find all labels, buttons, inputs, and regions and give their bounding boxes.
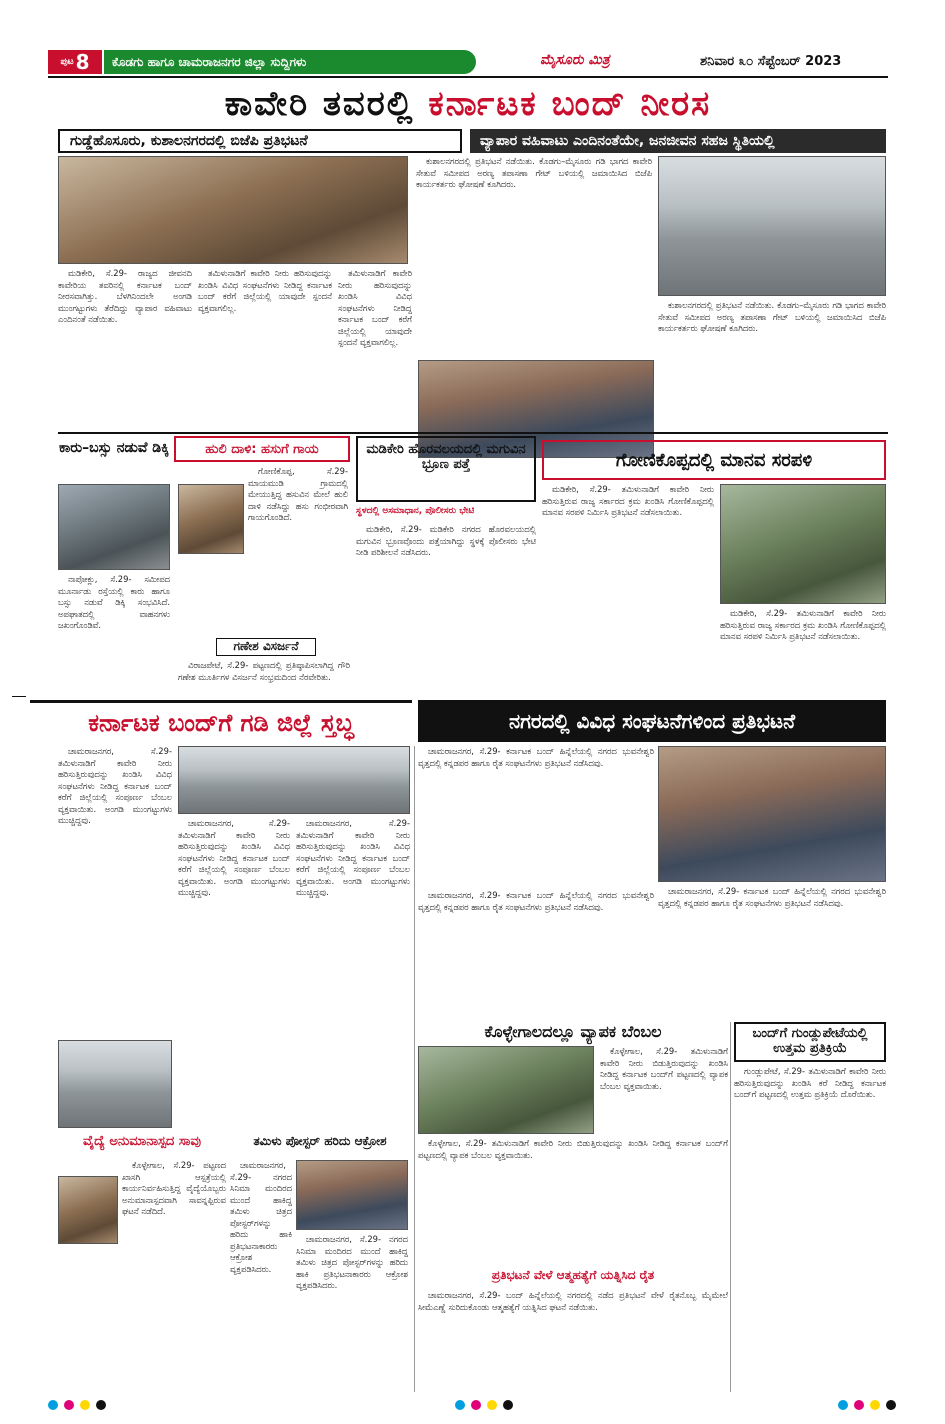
divider — [58, 432, 888, 434]
kollegal-body-2: ಕೊಳ್ಳೇಗಾಲ, ಸೆ.29- ತಮಿಳುನಾಡಿಗೆ ಕಾವೇರಿ ನೀರು ಬಿಡುತ್ತಿರುವುದನ್ನು ಖಂಡಿಸಿ ನೀಡಿದ್ದ ಕರ್ನಾಟಕ ಬಂದ್‌ಗೆ ಪಟ್ಟಣದಲ್ಲಿ ವ್ಯಾಪಕ ಬೆಂಬಲ ವ್ಯಕ್ತವಾಯಿತು. — [418, 1138, 728, 1160]
ganesha-body: ವಿರಾಜಪೇಟೆ, ಸೆ.29- ಪಟ್ಟಣದಲ್ಲಿ ಪ್ರತಿಷ್ಠಾಪಿಸಲಾಗಿದ್ದ ಗೌರಿ ಗಣೇಶ ಮೂರ್ತಿಗಳ ವಿಸರ್ಜನೆ ಸಂಭ್ರಮದಿಂದ ನೆರವೇರಿತು. — [178, 660, 350, 682]
death-title: ವೈದ್ಯೆ ಅನುಮಾನಾಸ್ಪದ ಸಾವು — [83, 1134, 201, 1149]
gundlupet-title: ಬಂದ್‌ಗೆ ಗುಂಡ್ಲುಪೇಟೆಯಲ್ಲಿ ಉತ್ತಮ ಪ್ರತಿಕ್ರಿಯೆ — [734, 1022, 886, 1062]
poster-body-2: ಚಾಮರಾಜನಗರ, ಸೆ.29- ನಗರದ ಸಿನಿಮಾ ಮಂದಿರದ ಮುಂದೆ ಹಾಕಿದ್ದ ತಮಿಳು ಚಿತ್ರದ ಪೋಸ್ಟರ್‌ಗಳನ್ನು ಹರಿದು ಹಾಕಿ ಪ್ರತಿಭಟನಾಕಾರರು ಆಕ್ರೋಶ ವ್ಯಕ್ತಪಡಿಸಿದರು. — [296, 1234, 408, 1290]
gundlupet-body: ಗುಂಡ್ಲುಪೇಟೆ, ಸೆ.29- ತಮಿಳುನಾಡಿಗೆ ಕಾವೇರಿ ನೀರು ಹರಿಸುತ್ತಿರುವುದನ್ನು ಖಂಡಿಸಿ ಕರೆ ನೀಡಿದ್ದ ಕರ್ನಾಟಕ ಬಂದ್‌ಗೆ ಪಟ್ಟಣದಲ್ಲಿ ಉತ್ತಮ ಪ್ರತಿಕ್ರಿಯೆ ದೊರೆಯಿತು. — [734, 1066, 886, 1099]
registration-dots — [48, 1400, 106, 1410]
kollegal-body: ಕೊಳ್ಳೇಗಾಲ, ಸೆ.29- ತಮಿಳುನಾಡಿಗೆ ಕಾವೇರಿ ನೀರು ಬಿಡುತ್ತಿರುವುದನ್ನು ಖಂಡಿಸಿ ನೀಡಿದ್ದ ಕರ್ನಾಟಕ ಬಂದ್‌ಗೆ ಪಟ್ಟಣದಲ್ಲಿ ವ್ಯಾಪಕ ಬೆಂಬಲ ವ್ಯಕ್ತವಾಯಿತು. — [600, 1046, 728, 1091]
death-body: ಕೊಳ್ಳೇಗಾಲ, ಸೆ.29- ಪಟ್ಟಣದ ಖಾಸಗಿ ಆಸ್ಪತ್ರೆಯಲ್ಲಿ ಕಾರ್ಯನಿರ್ವಹಿಸುತ್ತಿದ್ದ ವೈದ್ಯೆಯೊಬ್ಬರು ಅನುಮಾನಾಸ್ಪದವಾಗಿ ಸಾವನ್ನಪ್ಪಿರುವ ಘಟನೆ ನಡೆದಿದೆ. — [122, 1160, 226, 1216]
crop-mark — [12, 696, 26, 697]
accident-photo — [58, 484, 170, 570]
lead-subhead-left: ಗುಡ್ಡೆಹೊಸೂರು, ಕುಶಾಲನಗರದಲ್ಲಿ ಬಿಜೆಪಿ ಪ್ರತಿಭಟನೆ — [58, 129, 462, 153]
lead-body-mid-2: ತಮಿಳುನಾಡಿಗೆ ಕಾವೇರಿ ನೀರು ಹರಿಸುವುದನ್ನು ಖಂಡಿಸಿ ವಿವಿಧ ಸಂಘಟನೆಗಳು ನೀಡಿದ್ದ ಕರ್ನಾಟಕ ಬಂದ್ ಕರೆಗೆ ಜಿಲ್ಲೆಯಲ್ಲಿ ಯಾವುದೇ ಸ್ಪಂದನೆ ವ್ಯಕ್ತವಾಗಲಿಲ್ಲ. — [338, 268, 412, 347]
foetus-caption: ಸ್ಥಳದಲ್ಲಿ ಅಸಮಾಧಾನ, ಪೊಲೀಸರು ಭೇಟಿ — [356, 506, 475, 516]
poster-title: ತಮಿಳು ಪೋಸ್ಟರ್ ಹರಿದು ಆಕ್ರೋಶ — [253, 1134, 387, 1148]
poster-body: ಚಾಮರಾಜನಗರ, ಸೆ.29- ನಗರದ ಸಿನಿಮಾ ಮಂದಿರದ ಮುಂದೆ ಹಾಕಿದ್ದ ತಮಿಳು ಚಿತ್ರದ ಪೋಸ್ಟರ್‌ಗಳನ್ನು ಹರಿದು ಹಾಕಿ ಪ್ರತಿಭಟನಾಕಾರರು ಆಕ್ರೋಶ ವ್ಯಕ್ತಪಡಿಸಿದರು. — [230, 1160, 292, 1274]
human-chain-photo — [720, 484, 886, 604]
lead-body-far-right: ಕುಶಾಲನಗರದಲ್ಲಿ ಪ್ರತಿಭಟನೆ ನಡೆಯಿತು. ಕೊಡಗು–ಮೈಸೂರು ಗಡಿ ಭಾಗದ ಕಾವೇರಿ ಸೇತುವೆ ಸಮೀಪದ ಅರಣ್ಯ ತಪಾಸಣಾ ಗೇಟ್ ಬಳಿಯಲ್ಲಿ ಜಮಾಯಿಸಿದ ಬಿಜೆಪಿ ಕಾರ್ಯಕರ್ತರು ಘೋಷಣೆ ಕೂಗಿದರು. — [658, 300, 886, 333]
foetus-body: ಮಡಿಕೇರಿ, ಸೆ.29- ಮಡಿಕೇರಿ ನಗರದ ಹೊರವಲಯದಲ್ಲಿ ಮಗುವಿನ ಭ್ರೂಣವೊಂದು ಪತ್ತೆಯಾಗಿದ್ದು ಸ್ಥಳಕ್ಕೆ ಪೊಲೀಸರು ಭೇಟಿ ನೀಡಿ ಪರಿಶೀಲನೆ ನಡೆಸಿದರು. — [356, 524, 536, 557]
kollegal-title: ಕೊಳ್ಳೇಗಾಲದಲ್ಲೂ ವ್ಯಾಪಕ ಬೆಂಬಲ — [484, 1022, 662, 1041]
city-protest-body-3: ಚಾಮರಾಜನಗರ, ಸೆ.29- ಕರ್ನಾಟಕ ಬಂದ್ ಹಿನ್ನೆಲೆಯಲ್ಲಿ ನಗರದ ಭುವನೇಶ್ವರಿ ವೃತ್ತದಲ್ಲಿ ಕನ್ನಡಪರ ಹಾಗೂ ರೈತ ಸಂಘಟನೆಗಳು ಪ್ರತಿಭಟನೆ ನಡೆಸಿದವು. — [658, 886, 886, 908]
human-chain-title: ಗೋಣಿಕೊಪ್ಪದಲ್ಲಿ ಮಾನವ ಸರಪಳಿ — [542, 440, 886, 480]
issue-date: ಶನಿವಾರ ೩೦ ಸೆಪ್ಟೆಂಬರ್ 2023 — [700, 54, 842, 69]
registration-dots — [455, 1400, 513, 1410]
karnataka-bandh-title: ಕರ್ನಾಟಕ ಬಂದ್‌ಗೆ ಗಡಿ ಜಿಲ್ಲೆ ಸ್ತಬ್ಧ — [30, 700, 412, 742]
farmer-title: ಪ್ರತಿಭಟನೆ ವೇಳೆ ಆತ್ಮಹತ್ಯೆಗೆ ಯತ್ನಿಸಿದ ರೈತ — [491, 1268, 655, 1282]
closed-shops-photo — [178, 746, 410, 814]
bjp-protest-photo — [58, 156, 408, 264]
town-street-photo — [658, 156, 886, 296]
lead-subhead-right: ವ್ಯಾಪಾರ ವಹಿವಾಟು ಎಂದಿನಂತೆಯೇ, ಜನಜೀವನ ಸಹಜ ಸ್ಥಿತಿಯಲ್ಲಿ — [470, 129, 886, 153]
column-rule — [730, 1022, 731, 1392]
city-protest-photo — [658, 746, 886, 882]
lead-body-mid: ತಮಿಳುನಾಡಿಗೆ ಕಾವೇರಿ ನೀರು ಹರಿಸುವುದನ್ನು ಖಂಡಿಸಿ ವಿವಿಧ ಸಂಘಟನೆಗಳು ನೀಡಿದ್ದ ಕರ್ನಾಟಕ ಬಂದ್ ಕರೆಗೆ ಜಿಲ್ಲೆಯಲ್ಲಿ ಯಾವುದೇ ಸ್ಪಂದನೆ ವ್ಯಕ್ತವಾಗಲಿಲ್ಲ. — [198, 268, 332, 313]
tiger-body: ಗೋಣಿಕೊಪ್ಪ, ಸೆ.29- ಮಾಯಮುಡಿ ಗ್ರಾಮದಲ್ಲಿ ಮೇಯುತ್ತಿದ್ದ ಹಸುವಿನ ಮೇಲೆ ಹುಲಿ ದಾಳಿ ನಡೆಸಿದ್ದು ಹಸು ಗಂಭೀರವಾಗಿ ಗಾಯಗೊಂಡಿದೆ. — [248, 466, 348, 522]
lead-headline — [48, 80, 888, 128]
karnataka-bandh-body-3: ಚಾಮರಾಜನಗರ, ಸೆ.29- ತಮಿಳುನಾಡಿಗೆ ಕಾವೇರಿ ನೀರು ಹರಿಸುತ್ತಿರುವುದನ್ನು ಖಂಡಿಸಿ ವಿವಿಧ ಸಂಘಟನೆಗಳು ನೀಡಿದ್ದ ಕರ್ನಾಟಕ ಬಂದ್ ಕರೆಗೆ ಜಿಲ್ಲೆಯಲ್ಲಿ ಸಂಪೂರ್ಣ ಬೆಂಬಲ ವ್ಯಕ್ತವಾಯಿತು. ಅಂಗಡಿ ಮುಂಗಟ್ಟುಗಳು ಮುಚ್ಚಿದ್ದವು. — [296, 818, 410, 897]
karnataka-bandh-body: ಚಾಮರಾಜನಗರ, ಸೆ.29- ತಮಿಳುನಾಡಿಗೆ ಕಾವೇರಿ ನೀರು ಹರಿಸುತ್ತಿರುವುದನ್ನು ಖಂಡಿಸಿ ವಿವಿಧ ಸಂಘಟನೆಗಳು ನೀಡಿದ್ದ ಕರ್ನಾಟಕ ಬಂದ್ ಕರೆಗೆ ಜಿಲ್ಲೆಯಲ್ಲಿ ಸಂಪೂರ್ಣ ಬೆಂಬಲ ವ್ಯಕ್ತವಾಯಿತು. ಅಂಗಡಿ ಮುಂಗಟ್ಟುಗಳು ಮುಚ್ಚಿದ್ದವು. — [58, 746, 172, 825]
farmer-body: ಚಾಮರಾಜನಗರ, ಸೆ.29- ಬಂದ್ ಹಿನ್ನೆಲೆಯಲ್ಲಿ ನಗರದಲ್ಲಿ ನಡೆದ ಪ್ರತಿಭಟನೆ ವೇಳೆ ರೈತನೊಬ್ಬ ಮೈಮೇಲೆ ಸೀಮೆಎಣ್ಣೆ ಸುರಿದುಕೊಂಡು ಆತ್ಮಹತ್ಯೆಗೆ ಯತ್ನಿಸಿದ ಘಟನೆ ನಡೆಯಿತು. — [418, 1290, 728, 1312]
kollegal-protest-photo — [418, 1046, 594, 1134]
column-rule — [414, 746, 415, 1392]
car-bus-title: ಕಾರು–ಬಸ್ಸು ನಡುವೆ ಡಿಕ್ಕಿ — [59, 440, 169, 456]
human-chain-body: ಮಡಿಕೇರಿ, ಸೆ.29- ತಮಿಳುನಾಡಿಗೆ ಕಾವೇರಿ ನೀರು ಹರಿಸುತ್ತಿರುವ ರಾಜ್ಯ ಸರ್ಕಾರದ ಕ್ರಮ ಖಂಡಿಸಿ ಗೋಣಿಕೊಪ್ಪದಲ್ಲಿ ಮಾನವ ಸರಪಳಿ ನಿರ್ಮಿಸಿ ಪ್ರತಿಭಟನೆ ನಡೆಸಲಾಯಿತು. — [542, 484, 714, 517]
car-bus-body: ನಾಪೋಕ್ಲು, ಸೆ.29- ಸಮೀಪದ ಮೂರ್ನಾಡು ರಸ್ತೆಯಲ್ಲಿ ಕಾರು ಹಾಗೂ ಬಸ್ಸು ನಡುವೆ ಡಿಕ್ಕಿ ಸಂಭವಿಸಿದೆ. ಅಪಘಾತದಲ್ಲಿ ವಾಹನಗಳು ಜಖಂಗೊಂಡಿವೆ. — [58, 574, 170, 630]
victim-photo — [58, 1176, 118, 1244]
human-chain-body-2: ಮಡಿಕೇರಿ, ಸೆ.29- ತಮಿಳುನಾಡಿಗೆ ಕಾವೇರಿ ನೀರು ಹರಿಸುತ್ತಿರುವ ರಾಜ್ಯ ಸರ್ಕಾರದ ಕ್ರಮ ಖಂಡಿಸಿ ಗೋಣಿಕೊಪ್ಪದಲ್ಲಿ ಮಾನವ ಸರಪಳಿ ನಿರ್ಮಿಸಿ ಪ್ರತಿಭಟನೆ ನಡೆಸಲಾಯಿತು. — [720, 608, 886, 641]
poster-protest-photo — [296, 1160, 408, 1230]
injured-cow-photo — [178, 484, 244, 554]
lead-body-right: ಕುಶಾಲನಗರದಲ್ಲಿ ಪ್ರತಿಭಟನೆ ನಡೆಯಿತು. ಕೊಡಗು–ಮೈಸೂರು ಗಡಿ ಭಾಗದ ಕಾವೇರಿ ಸೇತುವೆ ಸಮೀಪದ ಅರಣ್ಯ ತಪಾಸಣಾ ಗೇಟ್ ಬಳಿಯಲ್ಲಿ ಜಮಾಯಿಸಿದ ಬಿಜೆಪಿ ಕಾರ್ಯಕರ್ತರು ಘೋಷಣೆ ಕೂಗಿದರು. — [416, 156, 652, 189]
city-protest-title: ನಗರದಲ್ಲಿ ವಿವಿಧ ಸಂಘಟನೆಗಳಿಂದ ಪ್ರತಿಭಟನೆ — [418, 700, 886, 742]
empty-street-photo — [58, 1040, 172, 1128]
page-number-badge: ಪುಟ 8 — [48, 50, 102, 74]
registration-dots — [838, 1400, 896, 1410]
city-protest-body-2: ಚಾಮರಾಜನಗರ, ಸೆ.29- ಕರ್ನಾಟಕ ಬಂದ್ ಹಿನ್ನೆಲೆಯಲ್ಲಿ ನಗರದ ಭುವನೇಶ್ವರಿ ವೃತ್ತದಲ್ಲಿ ಕನ್ನಡಪರ ಹಾಗೂ ರೈತ ಸಂಘಟನೆಗಳು ಪ್ರತಿಭಟನೆ ನಡೆಸಿದವು. — [418, 890, 654, 912]
foetus-title: ಮಡಿಕೇರಿ ಹೊರವಲಯದಲ್ಲಿ ಮಗುವಿನ ಭ್ರೂಣ ಪತ್ತೆ — [356, 436, 536, 502]
karnataka-bandh-body-2: ಚಾಮರಾಜನಗರ, ಸೆ.29- ತಮಿಳುನಾಡಿಗೆ ಕಾವೇರಿ ನೀರು ಹರಿಸುತ್ತಿರುವುದನ್ನು ಖಂಡಿಸಿ ವಿವಿಧ ಸಂಘಟನೆಗಳು ನೀಡಿದ್ದ ಕರ್ನಾಟಕ ಬಂದ್ ಕರೆಗೆ ಜಿಲ್ಲೆಯಲ್ಲಿ ಸಂಪೂರ್ಣ ಬೆಂಬಲ ವ್ಯಕ್ತವಾಯಿತು. ಅಂಗಡಿ ಮುಂಗಟ್ಟುಗಳು ಮುಚ್ಚಿದ್ದವು. — [178, 818, 290, 897]
city-protest-body: ಚಾಮರಾಜನಗರ, ಸೆ.29- ಕರ್ನಾಟಕ ಬಂದ್ ಹಿನ್ನೆಲೆಯಲ್ಲಿ ನಗರದ ಭುವನೇಶ್ವರಿ ವೃತ್ತದಲ್ಲಿ ಕನ್ನಡಪರ ಹಾಗೂ ರೈತ ಸಂಘಟನೆಗಳು ಪ್ರತಿಭಟನೆ ನಡೆಸಿದವು. — [418, 746, 654, 768]
masthead-logo: ಮೈಸೂರು ಮಿತ್ರ — [540, 52, 610, 68]
lead-body-left: ಮಡಿಕೇರಿ, ಸೆ.29- ರಾಜ್ಯದ ಜೀವನದಿ ಕಾವೇರಿಯ ತವರಿನಲ್ಲಿ ಕರ್ನಾಟಕ ಬಂದ್ ನೀರಸವಾಗಿತ್ತು. ಬೆಳಗಿನಿಂದಲೇ ಅಂಗಡಿ ಮುಂಗಟ್ಟುಗಳು ತೆರೆದಿದ್ದು ವ್ಯಾಪಾರ ವಹಿವಾಟು ಎಂದಿನಂತೆ ನಡೆಯಿತು. — [58, 268, 192, 324]
headline-part-1: ಕಾವೇರಿ ತವರಲ್ಲಿ — [224, 84, 415, 124]
headline-part-2: ಕರ್ನಾಟಕ ಬಂದ್ ನೀರಸ — [428, 84, 712, 124]
tiger-title: ಹುಲಿ ದಾಳಿ: ಹಸುಗೆ ಗಾಯ — [174, 436, 350, 462]
ganesha-title: ಗಣೇಶ ವಿಸರ್ಜನೆ — [216, 638, 316, 656]
header-rule — [48, 76, 888, 78]
section-title: ಕೊಡಗು ಹಾಗೂ ಚಾಮರಾಜನಗರ ಜಿಲ್ಲಾ ಸುದ್ದಿಗಳು — [104, 50, 476, 74]
